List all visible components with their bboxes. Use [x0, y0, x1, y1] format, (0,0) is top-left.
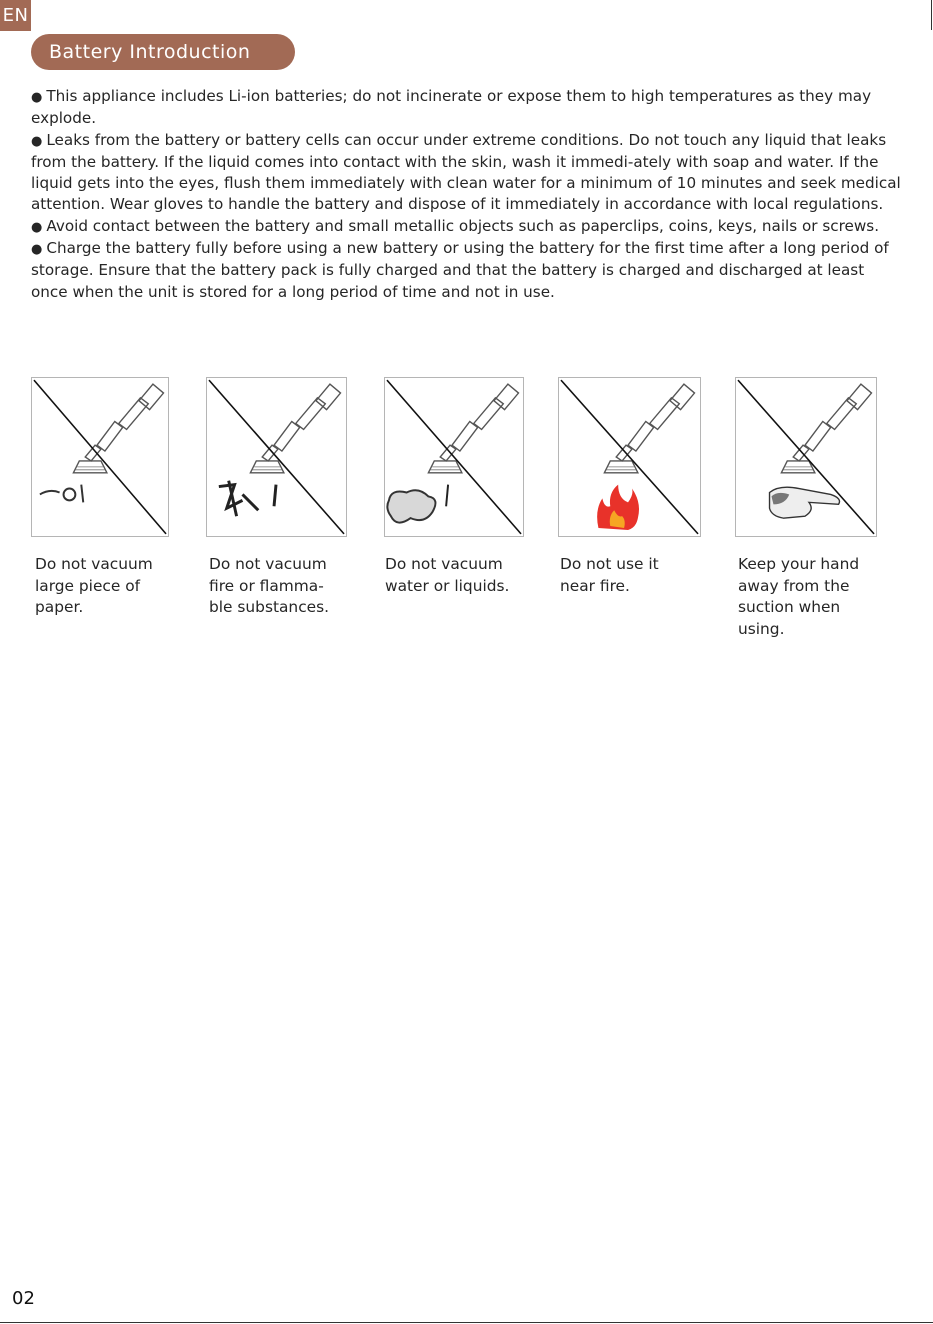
hand-suction-prohibited-icon	[735, 377, 877, 537]
battery-instructions	[31, 86, 901, 303]
bullet-item: ● Leaks from the battery or battery cells can occur under extreme conditions. Do not touch any liquid that leaks from the battery. If the liquid comes into contact with the skin, wash it immedi-ately with soap and water. If the liquid gets into the eyes, flush them immediately with clean water for a minimum of 10 minutes and seek medical attention. Wear gloves to handle the battery and dispose of it immediately in accordance with local regulations.	[31, 130, 901, 214]
edge-rule	[931, 0, 932, 30]
bullet-item: ● This appliance includes Li-ion batteries; do not incinerate or expose them to high temperatures as they may explode.	[31, 87, 872, 128]
bullet-item: ● Avoid contact between the battery and small metallic objects such as paperclips, coins, keys, nails or screws.	[31, 216, 880, 235]
warning-caption-paper: Do not vacuum large piece of paper.	[35, 555, 153, 616]
vacuum-liquid-prohibited-icon	[384, 377, 524, 537]
near-fire-prohibited-icon	[558, 377, 701, 537]
warning-caption-fire: Do not use it near fire.	[560, 555, 659, 595]
bottom-rule	[0, 1322, 933, 1323]
warning-caption-liquid: Do not vacuum water or liquids.	[385, 555, 510, 595]
bullet-item: ● Charge the battery fully before using a new battery or using the battery for the first time after a long period of storage. Ensure that the battery pack is fully charged and that the battery is charged and discharged at least once when the unit is stored for a long period of time and not in use.	[31, 239, 889, 301]
page-number: 02	[12, 1288, 35, 1309]
bullet-icon: ●	[31, 242, 43, 258]
bullet-icon: ●	[31, 133, 43, 149]
warning-caption-flammable: Do not vacuum fire or flamma- ble substances.	[209, 555, 330, 616]
language-tab: EN	[0, 0, 31, 31]
bullet-icon: ●	[31, 219, 43, 235]
warning-caption-hand: Keep your hand away from the suction when using.	[738, 555, 860, 638]
vacuum-paper-prohibited-icon	[31, 377, 169, 537]
vacuum-flammable-prohibited-icon	[206, 377, 347, 537]
bullet-icon: ●	[31, 90, 43, 105]
section-title: Battery Introduction	[31, 34, 295, 70]
